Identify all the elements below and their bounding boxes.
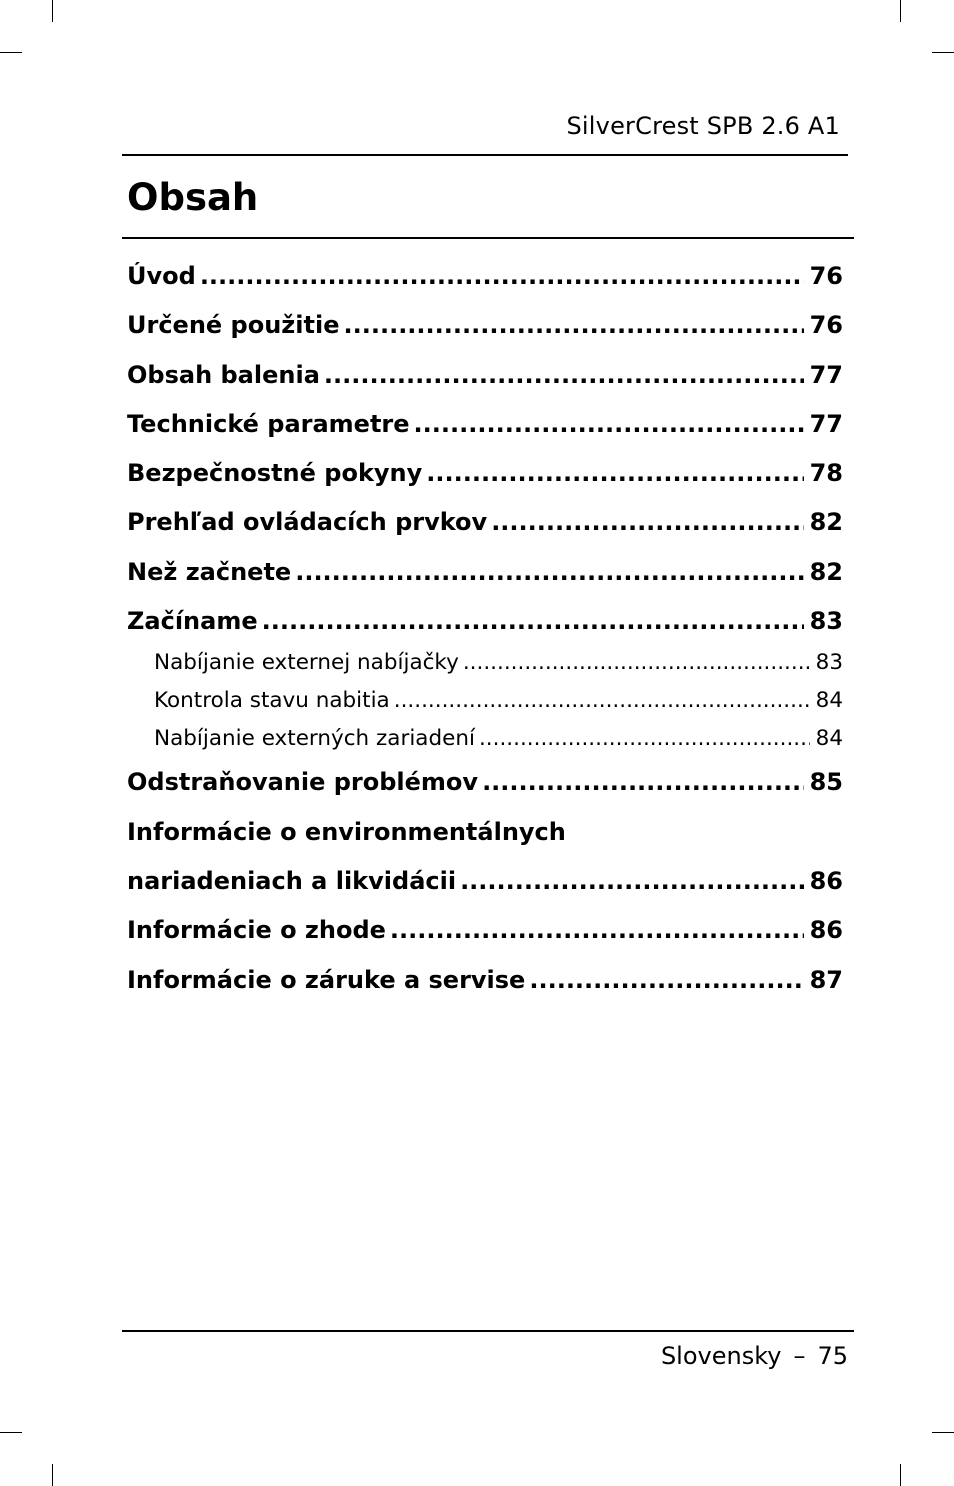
toc-entry-leader xyxy=(529,966,803,994)
toc-entry-page: 85 xyxy=(809,768,843,797)
footer xyxy=(661,1342,848,1370)
toc-entry-label: Než začnete xyxy=(127,557,292,586)
toc-entry[interactable] xyxy=(127,262,843,311)
toc-entry-leader xyxy=(394,688,810,713)
crop-mark-top-left xyxy=(52,0,53,22)
title-rule xyxy=(122,237,854,239)
toc-entry[interactable] xyxy=(127,650,843,688)
toc-entry-label: Odstraňovanie problémov xyxy=(127,768,479,797)
toc-entry-label: Technické parametre xyxy=(127,409,410,438)
toc-entry-page: 76 xyxy=(809,262,843,290)
toc-entry-label: Obsah balenia xyxy=(127,360,320,389)
toc-entry[interactable] xyxy=(127,410,843,459)
toc-entry-label: Úvod xyxy=(127,262,196,290)
toc-entry-label: Nabíjanie externých zariadení xyxy=(154,726,475,752)
toc-entry-label: nariadeniach a likvidácii xyxy=(127,866,457,895)
crop-mark-bottom-left-h xyxy=(0,1432,22,1433)
toc-entry-leader xyxy=(414,410,804,438)
toc-entry-leader xyxy=(460,867,804,895)
toc-entry[interactable] xyxy=(127,916,843,965)
toc-entry-page: 83 xyxy=(815,650,843,676)
page-title: Obsah xyxy=(127,176,259,219)
toc-entry-leader xyxy=(479,726,810,751)
toc-entry[interactable] xyxy=(127,726,843,764)
toc-entry-page: 87 xyxy=(809,965,843,994)
toc-entry[interactable] xyxy=(127,818,843,867)
toc-entry-page: 82 xyxy=(809,557,843,586)
footer-page-number: 75 xyxy=(817,1342,848,1370)
toc-entry-page: 86 xyxy=(809,916,843,945)
toc-entry[interactable] xyxy=(127,688,843,726)
footer-language: Slovensky xyxy=(660,1342,782,1370)
toc-entry-label: Informácie o environmentálnych xyxy=(127,817,566,846)
crop-mark-top-right-h xyxy=(932,52,954,53)
crop-mark-bottom-right-h xyxy=(932,1432,954,1433)
footer-rule xyxy=(122,1330,854,1332)
toc-entry-label: Informácie o záruke a servise xyxy=(127,965,526,994)
toc-entry-leader xyxy=(295,558,803,586)
toc-entry-leader xyxy=(324,361,804,389)
toc-entry-page: 76 xyxy=(809,311,843,340)
header-product-name: SilverCrest SPB 2.6 A1 xyxy=(566,112,840,140)
toc-entry[interactable] xyxy=(127,361,843,410)
toc-entry-page: 77 xyxy=(809,409,843,438)
crop-mark-bottom-right xyxy=(900,1464,901,1486)
toc-entry-page: 77 xyxy=(809,360,843,389)
crop-mark-top-left-h xyxy=(0,52,22,53)
toc-entry[interactable] xyxy=(127,867,843,916)
toc-entry-leader xyxy=(200,262,804,290)
toc-entry[interactable] xyxy=(127,558,843,607)
toc-entry-label: Kontrola stavu nabitia xyxy=(154,688,390,714)
toc-entry-page: 84 xyxy=(815,726,843,752)
toc-entry-leader xyxy=(343,311,803,339)
crop-mark-top-right xyxy=(900,0,901,22)
toc-entry-page: 84 xyxy=(815,688,843,714)
table-of-contents xyxy=(127,262,843,1015)
toc-entry[interactable] xyxy=(127,607,843,656)
crop-mark-bottom-left xyxy=(52,1464,53,1486)
toc-entry[interactable] xyxy=(127,459,843,508)
toc-entry-leader xyxy=(390,916,804,944)
toc-entry-label: Prehľad ovládacích prvkov xyxy=(127,508,488,537)
toc-entry-label: Určené použitie xyxy=(127,311,340,340)
toc-entry[interactable] xyxy=(127,768,843,817)
toc-entry[interactable] xyxy=(127,966,843,1015)
toc-entry-page: 78 xyxy=(809,459,843,488)
footer-separator: – xyxy=(793,1342,806,1370)
toc-entry-page: 86 xyxy=(809,866,843,895)
toc-entry-leader xyxy=(426,459,803,487)
toc-entry-page: 82 xyxy=(809,508,843,537)
toc-entry[interactable] xyxy=(127,311,843,360)
toc-entry-label: Bezpečnostné pokyny xyxy=(127,459,423,488)
toc-entry-label: Začíname xyxy=(127,607,258,636)
header-rule xyxy=(122,154,848,156)
toc-entry-leader xyxy=(463,650,810,675)
toc-entry[interactable] xyxy=(127,508,843,557)
toc-entry-leader xyxy=(491,508,803,536)
toc-entry-leader xyxy=(482,768,804,796)
toc-entry-page: 83 xyxy=(809,607,843,636)
toc-entry-leader xyxy=(262,607,804,635)
toc-entry-label: Nabíjanie externej nabíjačky xyxy=(154,650,459,676)
toc-entry-label: Informácie o zhode xyxy=(127,916,386,945)
